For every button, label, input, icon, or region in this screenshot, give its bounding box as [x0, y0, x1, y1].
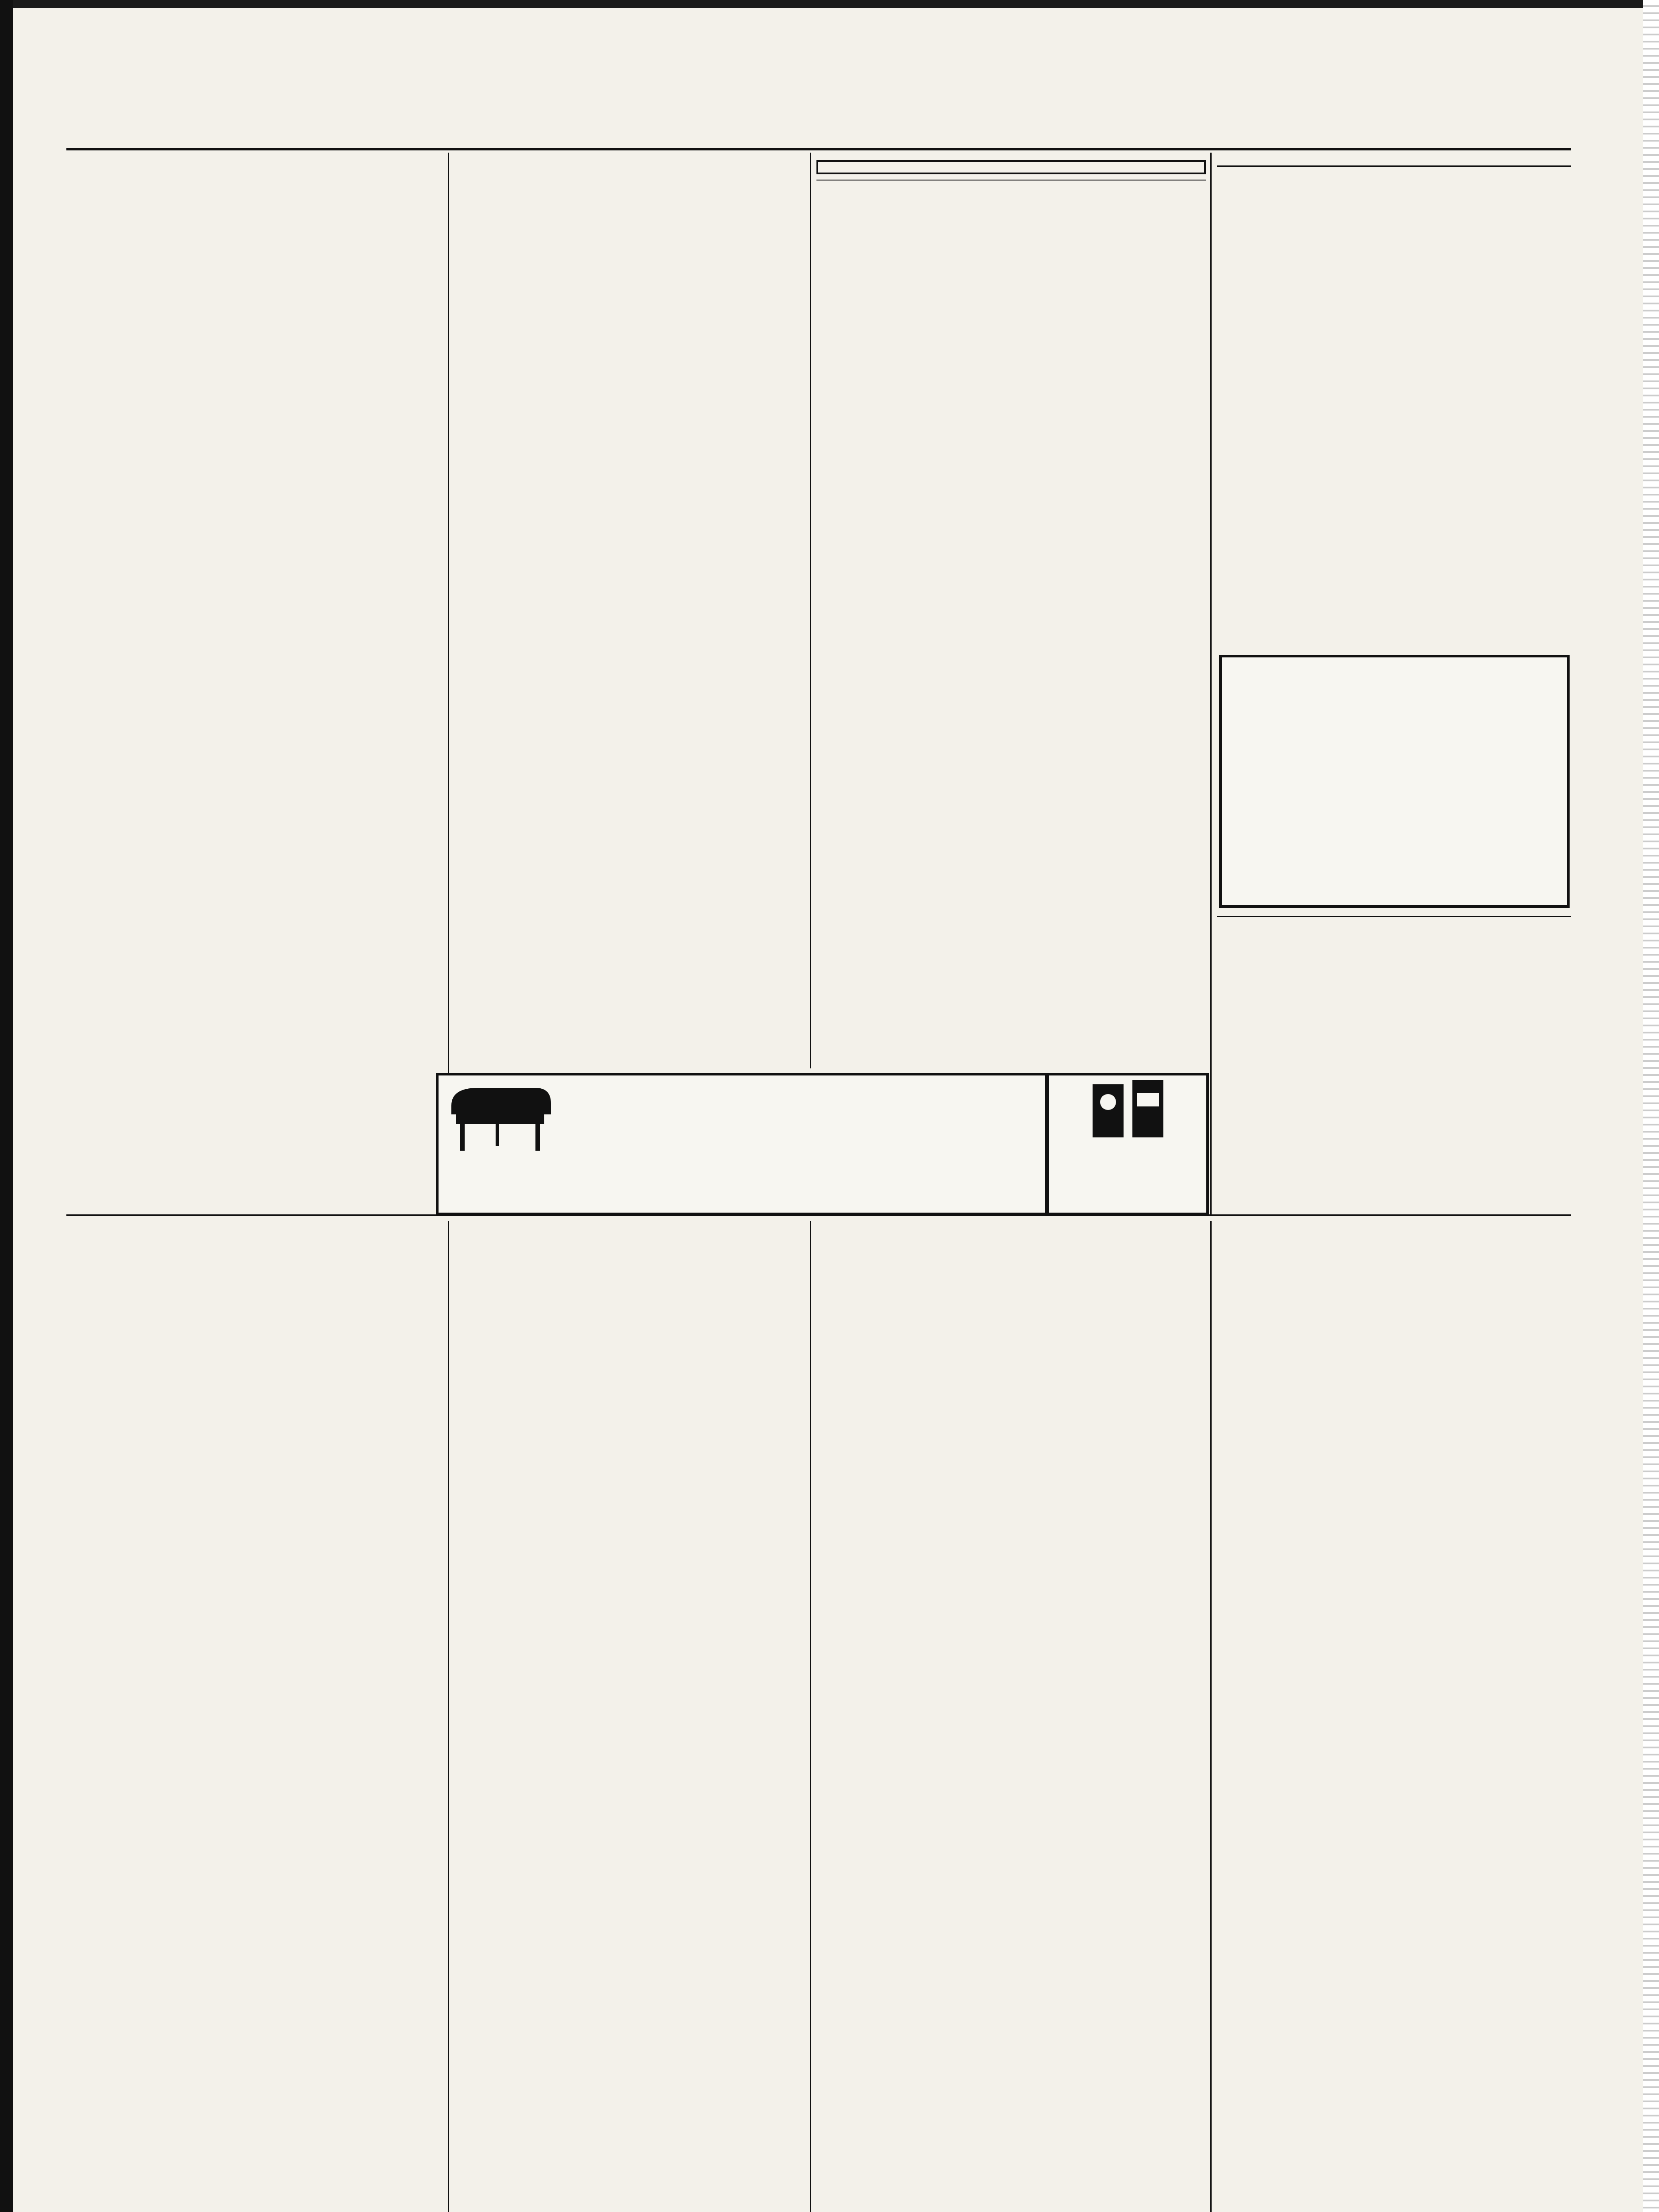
wasserstand [816, 180, 1206, 183]
dauerbrand-ad [1047, 1073, 1209, 1215]
roman-column-4 [1217, 1221, 1571, 2212]
scan-right-edge [1643, 0, 1659, 2212]
scan-left-edge [0, 0, 13, 2212]
header-rule [66, 148, 1571, 150]
page-header [66, 119, 1571, 146]
column-rule [810, 153, 811, 1068]
roman-header [66, 1221, 447, 1230]
kleine-buehne-box [1217, 907, 1571, 1168]
column-rule [810, 1221, 811, 2212]
roman-column-1 [66, 1327, 451, 2212]
roman-column-3 [816, 1221, 1206, 2212]
column-rule [448, 153, 449, 1214]
old-england-ad [1219, 655, 1570, 908]
stove-icon [1084, 1075, 1172, 1142]
roman-column-2 [454, 1221, 805, 2212]
market-column [66, 155, 443, 1212]
fluegel-ad [436, 1073, 1047, 1215]
commodity-column [454, 155, 805, 1066]
column-rule [1210, 1221, 1212, 2212]
piano-icon [445, 1079, 555, 1209]
scan-top-edge [0, 0, 1659, 8]
textile-theater-column [816, 155, 1206, 1066]
wochen-spielplan-box [816, 160, 1206, 174]
column-rule [1210, 153, 1212, 1214]
neues-theater-box [1217, 155, 1571, 650]
